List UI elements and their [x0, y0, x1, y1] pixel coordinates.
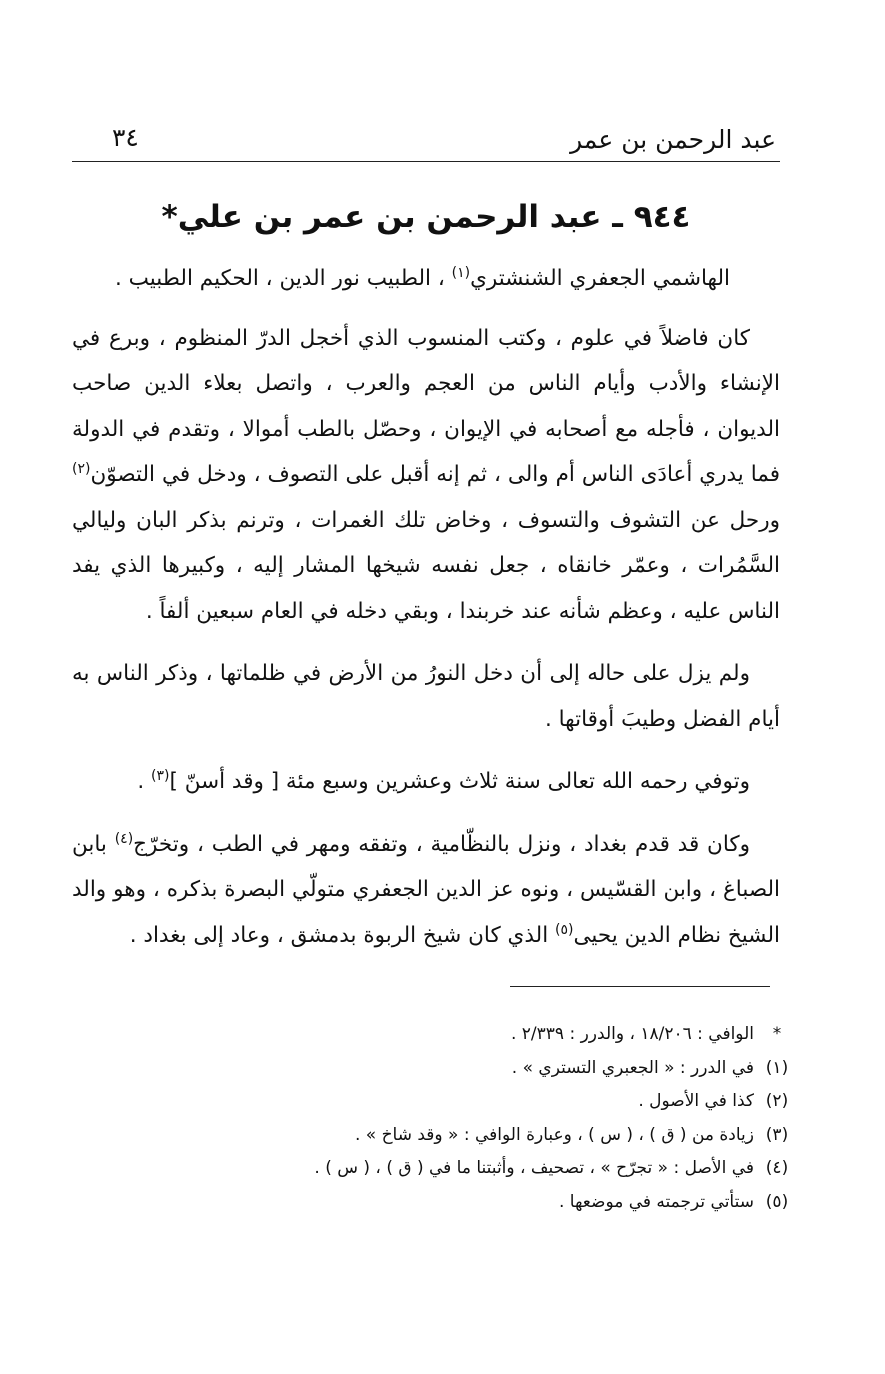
footnote-4 [200, 1152, 800, 1186]
footnote-marker: (٣) [765, 1124, 789, 1145]
footnote-ref-3[interactable]: (٣) [151, 767, 170, 784]
baghdad-text-continued: بابن الصباغ ، وابن القسّيس ، ونوه عز الدين الجعفري متولّي البصرة بذكره ، وهو والد الشيخ نظام الدين يحيى [72, 831, 780, 948]
footnote-marker: (٢) [765, 1091, 789, 1111]
intro-paragraph [72, 256, 780, 302]
footnote-2 [200, 1085, 800, 1119]
baghdad-text-end: الذي كان شيخ الربوة بدمشق ، وعاد إلى بغداد . [129, 922, 556, 948]
death-text-end: . [137, 769, 152, 794]
biography-text-continued: ورحل عن التشوف والتسوف ، وخاض تلك الغمرات ، وترنم بذكر البان وليالي السَّمُرات ، وعمّر خانقاه ، جعل نفسه شيخها المشار إليه ، وكبيرها الذي يفد الناس عليه ، وعظم شأنه عند خربندا ، وبقي دخله في العام سبعين ألفاً . [72, 507, 780, 624]
death-paragraph [72, 759, 780, 805]
death-text: وتوفي رحمه الله تعالى سنة ثلاث وعشرين وسبع مئة [ وقد أسنّ ] [169, 769, 750, 794]
footnotes [200, 1018, 800, 1219]
footnote-marker: (١) [765, 1057, 789, 1078]
running-header [72, 118, 780, 158]
biography-paragraph [72, 316, 780, 635]
footnote-text: في الدرر : « الجعبري التستري » . [511, 1057, 754, 1078]
footnote-divider [510, 986, 770, 987]
footnote-ref-1[interactable]: (١) [451, 264, 471, 281]
header-divider [72, 161, 780, 162]
footnote-source [200, 1018, 800, 1052]
footnote-marker: (٥) [765, 1191, 789, 1212]
running-header-title: عبد الرحمن بن عمر [570, 125, 776, 154]
footnote-text: الوافي : ١٨/٢٠٦ ، والدرر : ٢/٣٣٩ . [510, 1024, 754, 1044]
footnote-1 [200, 1052, 800, 1086]
footnote-text: في الأصل : « تجرّح » ، تصحيف ، وأثبتنا ما في ( ق ) ، ( س ) . [314, 1158, 754, 1178]
entry-body [72, 256, 780, 975]
intro-text-continued: ، الطبيب نور الدين ، الحكيم الطبيب . [115, 266, 452, 291]
footnote-marker: (٤) [765, 1158, 789, 1178]
footnote-3 [200, 1119, 800, 1153]
footnote-text: ستأتي ترجمته في موضعها . [558, 1191, 754, 1212]
later-life-paragraph: ولم يزل على حاله إلى أن دخل النورُ من الأرض في ظلماتها ، وذكر الناس به أيام الفضل وطيبَ أوقاتها . [72, 661, 780, 732]
footnote-ref-2[interactable]: (٢) [72, 460, 91, 477]
intro-text: الهاشمي الجعفري الشنشتري [470, 266, 730, 291]
biography-text: كان فاضلاً في علوم ، وكتب المنسوب الذي أخجل الدرّ المنظوم ، وبرع في الإنشاء والأدب وأيام الناس من العجم والعرب ، واتصل بعلاء الدين صاحب الديوان ، فأجله مع أصحابه في الإيوان ، وحصّل بالطب أموالا ، وتقدم في الدولة فما يدري أعادَى الناس أم والى ، ثم إنه أقبل على التصوف ، ودخل في التصوّن [72, 325, 780, 487]
entry-title: ٩٤٤ ـ عبد الرحمن بن عمر بن علي* [161, 199, 691, 235]
footnote-marker: * [772, 1024, 782, 1044]
baghdad-text: وكان قد قدم بغداد ، ونزل بالنظّامية ، وتفقه ومهر في الطب ، وتخرّج [133, 831, 750, 857]
footnote-ref-4[interactable]: (٤) [114, 830, 134, 847]
baghdad-paragraph [72, 822, 780, 959]
footnote-5 [200, 1186, 800, 1220]
page-number: ٣٤ [112, 123, 139, 152]
footnote-ref-5[interactable]: (٥) [555, 921, 574, 938]
footnote-text: كذا في الأصول . [638, 1091, 754, 1111]
footnote-text: زيادة من ( ق ) ، ( س ) ، وعبارة الوافي : « وقد شاخ » . [354, 1124, 754, 1145]
